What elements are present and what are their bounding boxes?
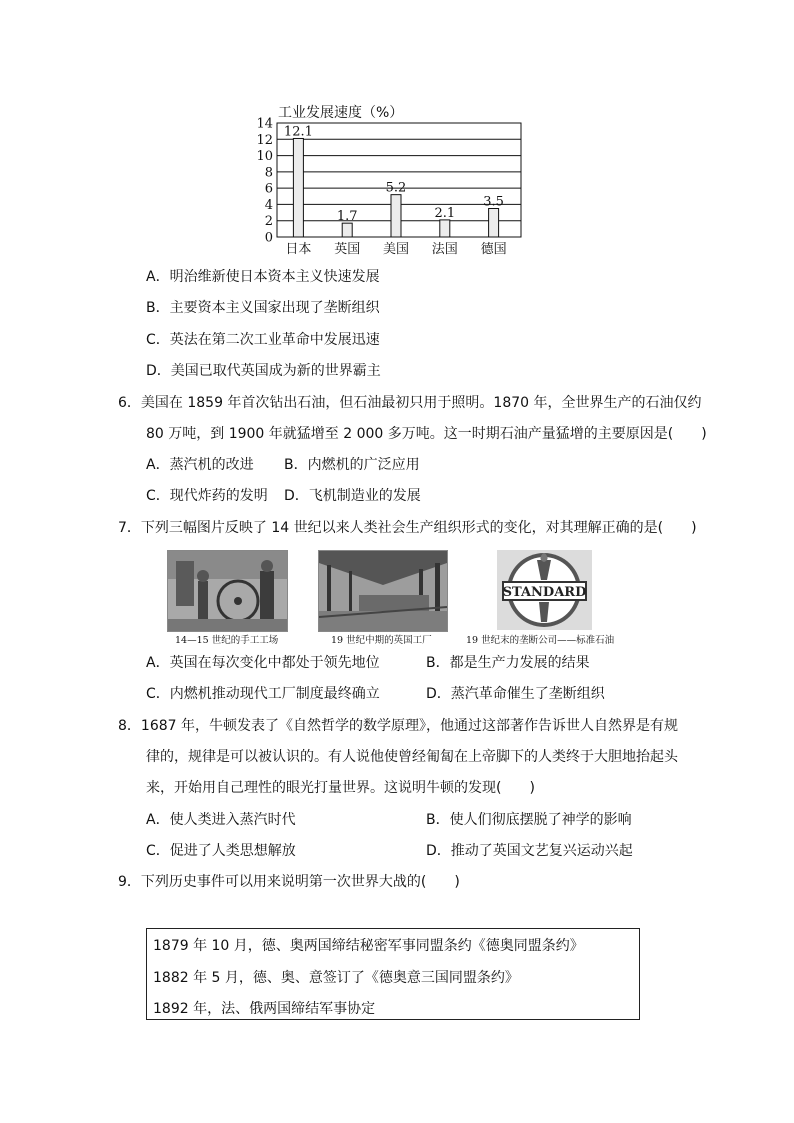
y-tick-label: 12 bbox=[256, 132, 273, 148]
bar-chart bbox=[0, 0, 794, 270]
y-tick-label: 8 bbox=[264, 165, 273, 181]
standard-logo-text: STANDARD bbox=[502, 585, 587, 600]
q9-event-1879: 1879 年 10 月，德、奥两国缔结秘密军事同盟条约《德奥同盟条约》 bbox=[153, 938, 584, 954]
data-label: 2.1 bbox=[434, 205, 456, 221]
q8-stem-line2: 律的，规律是可以被认识的。有人说他使曾经匍匐在上帝脚下的人类终于大胆地抬起头 bbox=[146, 749, 678, 765]
data-label: 12.1 bbox=[283, 124, 313, 140]
q7-option-a: A．英国在每次变化中都处于领先地位 bbox=[146, 655, 380, 671]
caption-factory: 19 世纪中期的英国工厂 bbox=[331, 635, 432, 646]
q8-option-a: A．使人类进入蒸汽时代 bbox=[146, 812, 296, 828]
bar bbox=[342, 223, 352, 237]
data-label: 5.2 bbox=[385, 180, 407, 196]
y-tick-label: 6 bbox=[264, 181, 273, 197]
standard-oil-logo bbox=[497, 550, 592, 630]
y-tick-label: 14 bbox=[256, 116, 273, 132]
q7-option-c: C．内燃机推动现代工厂制度最终确立 bbox=[146, 686, 380, 702]
factory-image bbox=[318, 550, 448, 632]
bar bbox=[489, 209, 499, 238]
caption-workshop: 14—15 世纪的手工工场 bbox=[175, 635, 279, 646]
q5-option-d: D．美国已取代英国成为新的世界霸主 bbox=[146, 363, 381, 379]
x-category-label: 英国 bbox=[334, 242, 361, 257]
q6-option-b: B．内燃机的广泛应用 bbox=[284, 457, 420, 473]
y-tick-label: 4 bbox=[264, 197, 273, 213]
data-label: 1.7 bbox=[336, 209, 358, 225]
x-category-label: 法国 bbox=[431, 242, 458, 257]
chart-title: 工业发展速度（%） bbox=[278, 105, 404, 121]
q8-option-c: C．促进了人类思想解放 bbox=[146, 843, 296, 859]
q6-option-a: A．蒸汽机的改进 bbox=[146, 457, 254, 473]
x-category-label: 美国 bbox=[382, 242, 410, 257]
q9-event-box bbox=[146, 928, 640, 1020]
caption-standard-oil: 19 世纪末的垄断公司——标准石油 bbox=[466, 635, 615, 646]
y-tick-label: 2 bbox=[264, 214, 273, 230]
q9-event-1882: 1882 年 5 月，德、奥、意签订了《德奥意三国同盟条约》 bbox=[153, 970, 519, 986]
q7-option-d: D．蒸汽革命催生了垄断组织 bbox=[426, 686, 605, 702]
q8-stem-line3: 来，开始用自己理性的眼光打量世界。这说明牛顿的发现( ) bbox=[146, 780, 535, 796]
q5-option-c: C．英法在第二次工业革命中发展迅速 bbox=[146, 332, 380, 348]
y-tick-label: 0 bbox=[264, 230, 273, 246]
bar bbox=[440, 220, 450, 237]
q6-option-d: D．飞机制造业的发展 bbox=[284, 488, 421, 504]
q6-stem-line2: 80 万吨，到 1900 年就猛增至 2 000 多万吨。这一时期石油产量猛增的主要原因是( ) bbox=[146, 426, 707, 442]
bar bbox=[293, 138, 303, 237]
q5-option-a: A．明治维新使日本资本主义快速发展 bbox=[146, 269, 380, 285]
workshop-image bbox=[167, 550, 288, 632]
x-category-label: 日本 bbox=[285, 242, 312, 257]
q7-stem: 7．下列三幅图片反映了 14 世纪以来人类社会生产组织形式的变化，对其理解正确的是( ) bbox=[118, 520, 697, 536]
q9-event-1892: 1892 年，法、俄两国缔结军事协定 bbox=[153, 1001, 376, 1017]
q8-stem-line1: 8．1687 年，牛顿发表了《自然哲学的数学原理》，他通过这部著作告诉世人自然界是有规 bbox=[118, 718, 678, 734]
data-label: 3.5 bbox=[483, 194, 504, 210]
q8-option-b: B．使人们彻底摆脱了神学的影响 bbox=[426, 812, 632, 828]
bar bbox=[391, 195, 401, 237]
q8-option-d: D．推动了英国文艺复兴运动兴起 bbox=[426, 843, 633, 859]
q9-stem: 9．下列历史事件可以用来说明第一次世界大战的( ) bbox=[118, 874, 460, 890]
x-category-label: 德国 bbox=[480, 242, 507, 257]
q6-option-c: C．现代炸药的发明 bbox=[146, 488, 268, 504]
y-tick-label: 10 bbox=[256, 149, 273, 165]
q7-option-b: B．都是生产力发展的结果 bbox=[426, 655, 590, 671]
q6-stem-line1: 6．美国在 1859 年首次钻出石油，但石油最初只用于照明。1870 年，全世界生产的石油仅约 bbox=[118, 395, 702, 411]
q5-option-b: B．主要资本主义国家出现了垄断组织 bbox=[146, 300, 380, 316]
